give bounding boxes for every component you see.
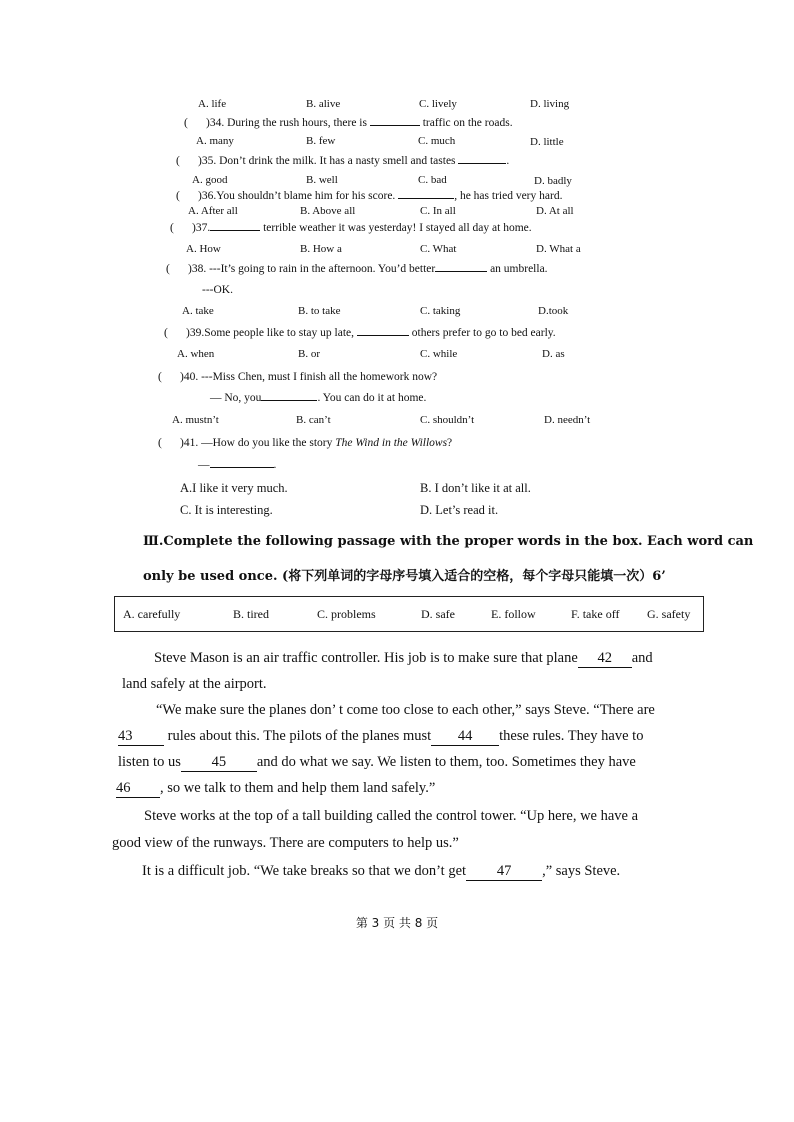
q34-option-c: C. much: [418, 135, 456, 147]
answer-bracket[interactable]: (: [164, 327, 168, 339]
blank-43[interactable]: 43: [118, 728, 164, 746]
question-text: )40. ---Miss Chen, must I finish all the homework now?: [180, 371, 438, 383]
answer-blank[interactable]: [261, 400, 317, 401]
q35-option-d: D. badly: [534, 175, 572, 187]
q40-option-a: A. mustn’t: [172, 414, 219, 426]
answer-blank[interactable]: [357, 335, 409, 336]
blank-44[interactable]: 44: [431, 728, 499, 746]
passage-line: [118, 754, 636, 772]
passage-text: , so we talk to them and help them land safely.”: [160, 780, 436, 796]
passage-line: [142, 863, 620, 881]
reply-text: —: [198, 459, 210, 471]
q38-option-a: A. take: [182, 305, 214, 317]
passage-line: [118, 728, 643, 746]
reply-text-end: . You can do it at home.: [317, 392, 427, 404]
q38-option-d: D.took: [538, 305, 569, 317]
question-38: [166, 263, 548, 275]
question-39: [164, 327, 556, 339]
passage-text: It is a difficult job. “We take breaks so that we don’t get: [142, 863, 467, 879]
q37-option-d: D. What a: [536, 243, 581, 255]
question-text: )37.: [192, 222, 211, 234]
q41-option-d: D. Let’s read it.: [420, 503, 499, 517]
q39-option-b: B. or: [298, 348, 320, 360]
passage-text: listen to us: [118, 754, 181, 770]
answer-bracket[interactable]: (: [176, 155, 180, 167]
q34-option-a: A. many: [196, 135, 234, 147]
question-text: )36.You shouldn’t blame him for his score.: [198, 190, 396, 202]
question-text-end: others prefer to go to bed early.: [411, 327, 556, 339]
reply-text-end: .: [273, 459, 277, 471]
question-text: )39.Some people like to stay up late,: [186, 327, 354, 339]
question-text-end: terrible weather it was yesterday! I stayed all day at home.: [263, 222, 532, 234]
passage-text: rules about this. The pilots of the planes must: [167, 728, 432, 744]
word-g: G. safety: [647, 607, 691, 621]
answer-blank[interactable]: [370, 125, 420, 126]
q41-option-b: B. I don’t like it at all.: [420, 481, 531, 495]
word-a: A. carefully: [123, 607, 181, 621]
q39-option-a: A. when: [177, 348, 215, 360]
word-e: E. follow: [491, 607, 536, 621]
q38-reply: ---OK.: [202, 284, 233, 296]
reply-text: — No, you: [210, 392, 262, 404]
q33-option-a: A. life: [198, 98, 227, 110]
blank-46[interactable]: 46: [116, 780, 160, 798]
question-35: [176, 155, 509, 167]
page-number: 第 3 页 共 8 页: [355, 916, 439, 930]
q40-reply: [210, 392, 426, 404]
passage-text: and: [631, 650, 653, 666]
word-f: F. take off: [571, 607, 620, 621]
blank-45[interactable]: 45: [181, 754, 257, 772]
answer-blank[interactable]: [435, 271, 487, 272]
q39-option-d: D. as: [542, 348, 565, 360]
word-box: [114, 596, 704, 632]
answer-bracket[interactable]: (: [184, 117, 188, 129]
q38-option-b: B. to take: [298, 305, 341, 317]
question-36: [176, 190, 562, 202]
q39-option-c: C. while: [420, 348, 458, 360]
question-text: )41. —How do you like the story: [180, 437, 336, 449]
question-text-end: .: [506, 155, 510, 167]
q37-option-b: B. How a: [300, 243, 342, 255]
section-3-instruction: Ⅲ.Complete the following passage with the proper words in the box. Each word can: [143, 534, 754, 549]
passage-text: and do what we say. We listen to them, too. Sometimes they have: [256, 754, 636, 770]
question-text-end: traffic on the roads.: [422, 117, 513, 129]
q41-option-c: C. It is interesting.: [180, 503, 273, 517]
question-37: [170, 222, 532, 234]
q36-option-d: D. At all: [536, 205, 574, 217]
question-text-end: ?: [447, 437, 453, 449]
q37-option-a: A. How: [186, 243, 221, 255]
blank-47[interactable]: 47: [466, 863, 542, 881]
question-text-end: , he has tried very hard.: [454, 190, 563, 202]
answer-bracket[interactable]: (: [158, 437, 162, 449]
q37-option-c: C. What: [420, 243, 457, 255]
answer-bracket[interactable]: (: [176, 190, 180, 202]
word-b: B. tired: [233, 607, 269, 621]
answer-bracket[interactable]: (: [170, 222, 174, 234]
passage-line: good view of the runways. There are computers to help us.”: [112, 835, 459, 851]
passage-line: “We make sure the planes don’ t come too close to each other,” says Steve. “There are: [156, 702, 655, 718]
question-text: )38. ---It’s going to rain in the afternoon. You’d better: [188, 263, 436, 275]
passage-text: these rules. They have to: [499, 728, 644, 744]
question-34: [184, 117, 513, 129]
answer-blank[interactable]: [210, 230, 260, 231]
question-40: [158, 371, 437, 383]
q38-option-c: C. taking: [420, 305, 461, 317]
passage-line: Steve works at the top of a tall building called the control tower. “Up here, we have a: [144, 808, 639, 824]
story-title: The Wind in the Willows: [335, 437, 448, 449]
answer-blank[interactable]: [398, 198, 454, 199]
blank-42[interactable]: 42: [578, 650, 632, 668]
word-c: C. problems: [317, 607, 376, 621]
question-41: [158, 437, 452, 449]
q40-option-c: C. shouldn’t: [420, 414, 475, 426]
q35-option-a: A. good: [192, 174, 228, 186]
answer-blank[interactable]: [210, 467, 274, 468]
q33-option-d: D. living: [530, 98, 570, 110]
q35-option-c: C. bad: [418, 174, 447, 186]
q40-option-d: D. needn’t: [544, 414, 591, 426]
passage-line: land safely at the airport.: [122, 676, 267, 692]
passage-line: [154, 650, 653, 668]
q41-option-a: A.I like it very much.: [180, 481, 288, 495]
q34-option-b: B. few: [306, 135, 336, 147]
question-text: )34. During the rush hours, there is: [206, 117, 367, 129]
word-d: D. safe: [421, 607, 455, 621]
passage-text: Steve Mason is an air traffic controller. His job is to make sure that plane: [154, 650, 578, 666]
q34-option-d: D. little: [530, 136, 564, 148]
question-text-end: an umbrella.: [490, 263, 548, 275]
passage-line: [116, 780, 435, 798]
answer-bracket[interactable]: (: [158, 371, 162, 383]
q40-option-b: B. can’t: [296, 414, 331, 426]
passage-text: ,” says Steve.: [542, 863, 621, 879]
q41-reply: [198, 459, 276, 471]
q33-option-c: C. lively: [419, 98, 457, 110]
answer-blank[interactable]: [458, 163, 506, 164]
q35-option-b: B. well: [306, 174, 338, 186]
answer-bracket[interactable]: (: [166, 263, 170, 275]
q36-option-a: A. After all: [188, 205, 238, 217]
section-3-instruction-line2: only be used once. (将下列单词的字母序号填入适合的空格，每个字母只能填一次）6’: [143, 569, 666, 584]
q36-option-b: B. Above all: [300, 205, 356, 217]
q33-option-b: B. alive: [306, 98, 341, 110]
question-text: )35. Don’t drink the milk. It has a nasty smell and tastes: [198, 155, 456, 167]
q36-option-c: C. In all: [420, 205, 456, 217]
